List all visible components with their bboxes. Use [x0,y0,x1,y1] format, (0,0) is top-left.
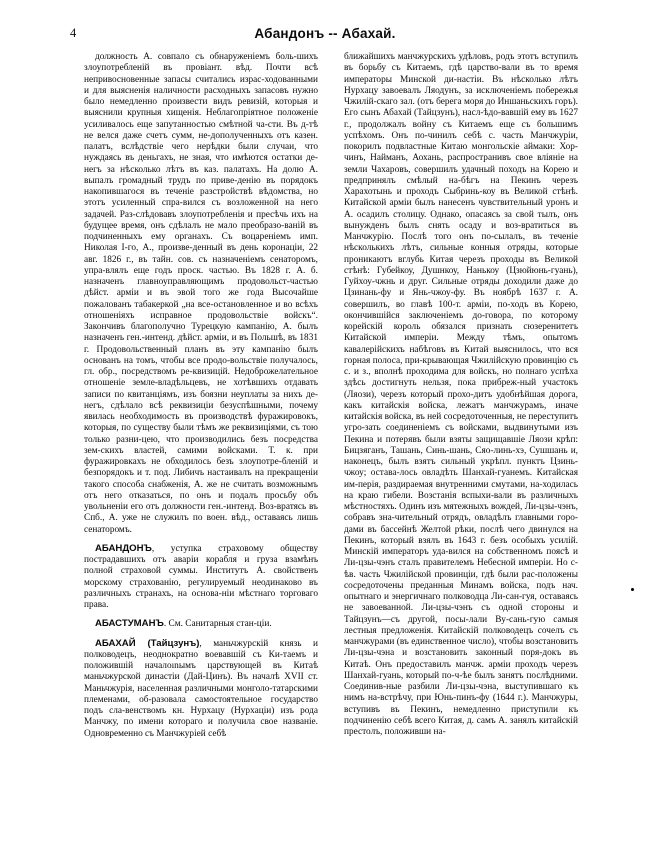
entry-headword: АБАХАЙ (Тайцзунъ) [95,637,200,649]
running-title: Абандонъ -- Абахай. [254,26,396,41]
page-header [70,26,580,42]
entry-headword: АБАНДОНЪ [95,542,152,554]
margin-dot-mark [631,588,634,591]
entry-abahay: АБАХАЙ (Тайцзунъ), маньчжурскій князь и полководецъ, неоднократно воевавшій съ Ки-таемъ и положившій началоınымъ царствующей въ Китаѣ маньчжурской династіи (Дай-Цинъ). Въ началѣ XVII ст. Маньчжурія, населенная различными монголо-татарскими племенами, об-разовала самостоятельное государство подъ сла-венствомъ кн. Нурхацу (Нурхаціи) изъ рода Манчжу, по имени котораго и получила свое названіе. Одновременно съ Манчжуріей себѣ [84,637,318,739]
entry-abandon: АБАНДОНЪ, уступка страховому обществу пострадавшихъ отъ аваріи корабля и груза взамѣнъ полной страховой суммы. Институтъ А. свойственъ морскому страхованію, регулируемый неодинаково въ различныхъ странахъ, на основа-ніи мѣстнаго торговаго права. [84,542,318,610]
paragraph: ближайшихъ манчжурскихъ удѣловъ, родъ этотъ вступилъ въ борьбу съ Китаемъ, гдѣ царство-вали въ то время императоры Минской ди-настіи. Въ нѣсколько лѣтъ Нурхацу завоевалъ Ляодунъ, за исключеніемъ побережья Чжилій-скаго зал. (отъ берега моря до Иншаньскихъ горъ). Его сынъ Абахай (Тайцзунъ), насл-ѣдо-вавшій ему въ 1627 г., продолжалъ войну съ Китаемъ еще съ большимъ успѣхомъ. Онъ по-чинилъ себѣ с. часть Манчжуріи, покорилъ подвластные Китаю монгольскіе аймаки: Хор-чинъ, Найманъ, Аохань, распространивъ свое вліяніе на земли Чахаровъ, совершилъ удачный походъ на Корею и предпринялъ смѣлый на-бѣгъ на Пекинъ черезъ Харахотынь и проходъ Сыбринь-коу въ Великой стѣнѣ. Китайской арміи былъ нанесенъ чувствительный уронъ и А. осадилъ столицу. Однако, опасаясь за свой тылъ, онъ вынужденъ былъ снять осаду и воз-вратиться въ Манчжурію. Послѣ того онъ по-сылалъ, въ теченіе нѣсколькихъ лѣтъ, сильные конныя отряды, которые проникаютъ вглубь Китая черезъ проходы въ Великой стѣнѣ: Губейкоу, Душнкоу, Нанькоу (Цзюйюнь-гуань), Гуйхоу-чжнь и друг. Сильные отряды доходили даже до Цзинань-фу и Янь-чжоу-фу. Въ ноябрѣ 1637 г. А. совершилъ, во главѣ 100-т. арміи, по-ходъ въ Корею, окончившійся заключеніемъ до-говора, по которому корейскій король обязался признать сюзеренитетъ Китайской имперіи. Между тѣмъ, опытомъ кавалерійскихъ набѣговъ въ Китай выяснилось, что вся горная полоса, при-крывающая Чжилійскую провинцію съ с. и з., вполнѣ проходима для войскъ, но полнаго успѣха здѣсь достигнуть нельзя, пока прибреж-ный участокъ (Ляози), черезъ который прохо-дитъ удобнѣйшая дорога, какъ китайскія войска, лежатъ манчжурамъ, иначе китайскія войска, въ ней сосредоточенныя, не переступитъ угро-зать соединеніемъ съ войсками, выдвинутыми изъ Пекина и потерявъ были взяты защищавшіе Ляози крѣп: Бицзяганъ, Ташань, Синь-шань, Сяо-линь-хэ, Сушшань и, наконецъ, былъ взятъ сильный укрѣпл. пунктъ Цзинь-чжоу; остава-лось овладѣть Шанхай-гуанемъ. Китайская им-перія, раздираемая внутренними смутами, на-ходилась на краю гибели. Возстанія вспыхи-вали въ различныхъ мѣстностяхъ. Одинъ изъ мятежныхъ вождей, Ли-цзы-чэнъ, собравъ зна-чительный отрядъ, овладѣлъ главными горо-дами въ бассейнѣ Желтой рѣки, послѣ чего двинулся на Пекинъ, который взялъ въ 1643 г. безъ особыхъ усилій. Минскій императоръ уда-вился на собственномъ поясѣ и Ли-цзы-чэнъ сталъ правителемъ Небесной имперіи. Но с-ѣв. часть Чжилійской провинціи, гдѣ были рас-положены сосредоточены преданныя Минамъ войска, подъ нач. опытнаго и энергичнаго полководца Ли-сан-гуя, оставаясь не завоеванной. Ли-цзы-чэнъ съ одной стороны и Тайцзунъ—съ другой, посы-лали Ву-сань-гую самыя лестныя предложенія. Китайскій полководецъ сочелъ съ манчжурами (въ единственное число), чтобы возстановить Ли-цзы-чэна и возстановить законный поря-докъ въ Китаѣ. Онъ предоставилъ манчж. арміи проходъ черезъ Шанхай-гуань, который по-ч-ѣе былъ занятъ послѣдними. Соединив-ные разбили Ли-цзы-чэна, выступившаго къ нимъ на-встрѣчу, при Юнь-пинъ-фу (1644 г.). Манчжуры, вступивъ въ Пекинъ, немедленно приступили къ подчиненію себѣ всего Китая, д. самъ А. занялъ китайскій престолъ, положивши на- [344,52,578,737]
entry-headword: АБАСТУМАНЪ [95,618,164,630]
left-column [84,52,318,740]
right-column [344,52,578,740]
paragraph: должность А. совпало съ обнаруженіемъ боль-шихъ злоупотребленій въ провіант. вѣд. Почти всѣ непривосновенные запасы считались израс-ходованными и для выясненія наличности расходныхъ запасовъ нужно было немедленно произвести видъ ревизій, которыя и выяснили крупныя хищенія. Неблагопріятное положеніе усиливалось еще запутанностью смѣтной ча-сти. Въ д-тѣ не велся даже счетъ сумм, не-дополученныхъ отъ казен. палатъ, вслѣдствіе чего нерѣдки были случаи, что нуждаясь въ деньгахъ, не зная, что имѣются остатки де-негъ за нѣсколько лѣтъ въ каз. палатахъ. На долю А. выпалъ громадный трудъ по приве-денію въ порядокъ накопившагося въ теченіе разстройствѣ вѣдомства, но этотъ усиленный спра-вился съ возложенной на него задачей. Раз-слѣдовавъ злоупотребленія и пресѣчь ихъ на будущее время, онъ сдѣлалъ не мало преобразо-ваній въ подчиненныхъ ему органахъ. Съ воцареніемъ имп. Николая I-го, А., произве-денный въ день коронаціи, 22 авг. 1826 г., въ тайн. сов. съ назначеніемъ сенаторомъ, упра-влялъ еще годъ проск. частью. Въ 1828 г. А. б. назначенъ главноуправляющимъ продовольст-частью дѣйст. арміи и въ эвой того же года Высочайше пожалованъ табакеркой „на все-остановленное и во всѣхъ отношеніяхъ исправное продовольствіе войскъ“. Закончивъ благополучно Турецкую кампанію, А. былъ назначенъ ген.-интенд. дѣйст. арміи, и въ Польшѣ, въ 1831 г. Продовольственный планъ въ эту кампанію былъ основанъ на томъ, чтобы все продо-вольствіе получалось, гл. обр., посредствомъ ре-квизицій. Недоброжелательное отношеніе земле-владѣльцевъ, не хотѣвшихъ отдавать записи по квитанціямъ, изъ боязни неуплаты за нихъ де-негъ, сдѣлало всѣ реквизиціи безуспѣшными, почему явилась необходимость въ производствѣ фуражировокъ, которыя, по существу были тѣмъ же реквизиціями, съ тою только разни-цею, что производились безъ посредства зем-скихъ властей, самими войсками. Т. к. при фуражировкахъ не обходилось безъ злоупотре-бленій и безпорядокъ и т. под. Либичъ настаивалъ на прекращеніи такого способа снабженія, А. же не считать возможнымъ отъ него отказаться, по онъ и подалъ просьбу объ увольненіи его отъ должности ген.-интенд. Воз-вратясь въ Спб., А. уже не служилъ по воен. вѣд., оставаясь лишь сенаторомъ. [84,52,318,535]
entry-abastuman: АБАСТУМАНЪ. См. Санитарныя стан-ціи. [95,618,272,630]
text-columns [84,52,578,740]
page-number: 4 [70,26,77,40]
